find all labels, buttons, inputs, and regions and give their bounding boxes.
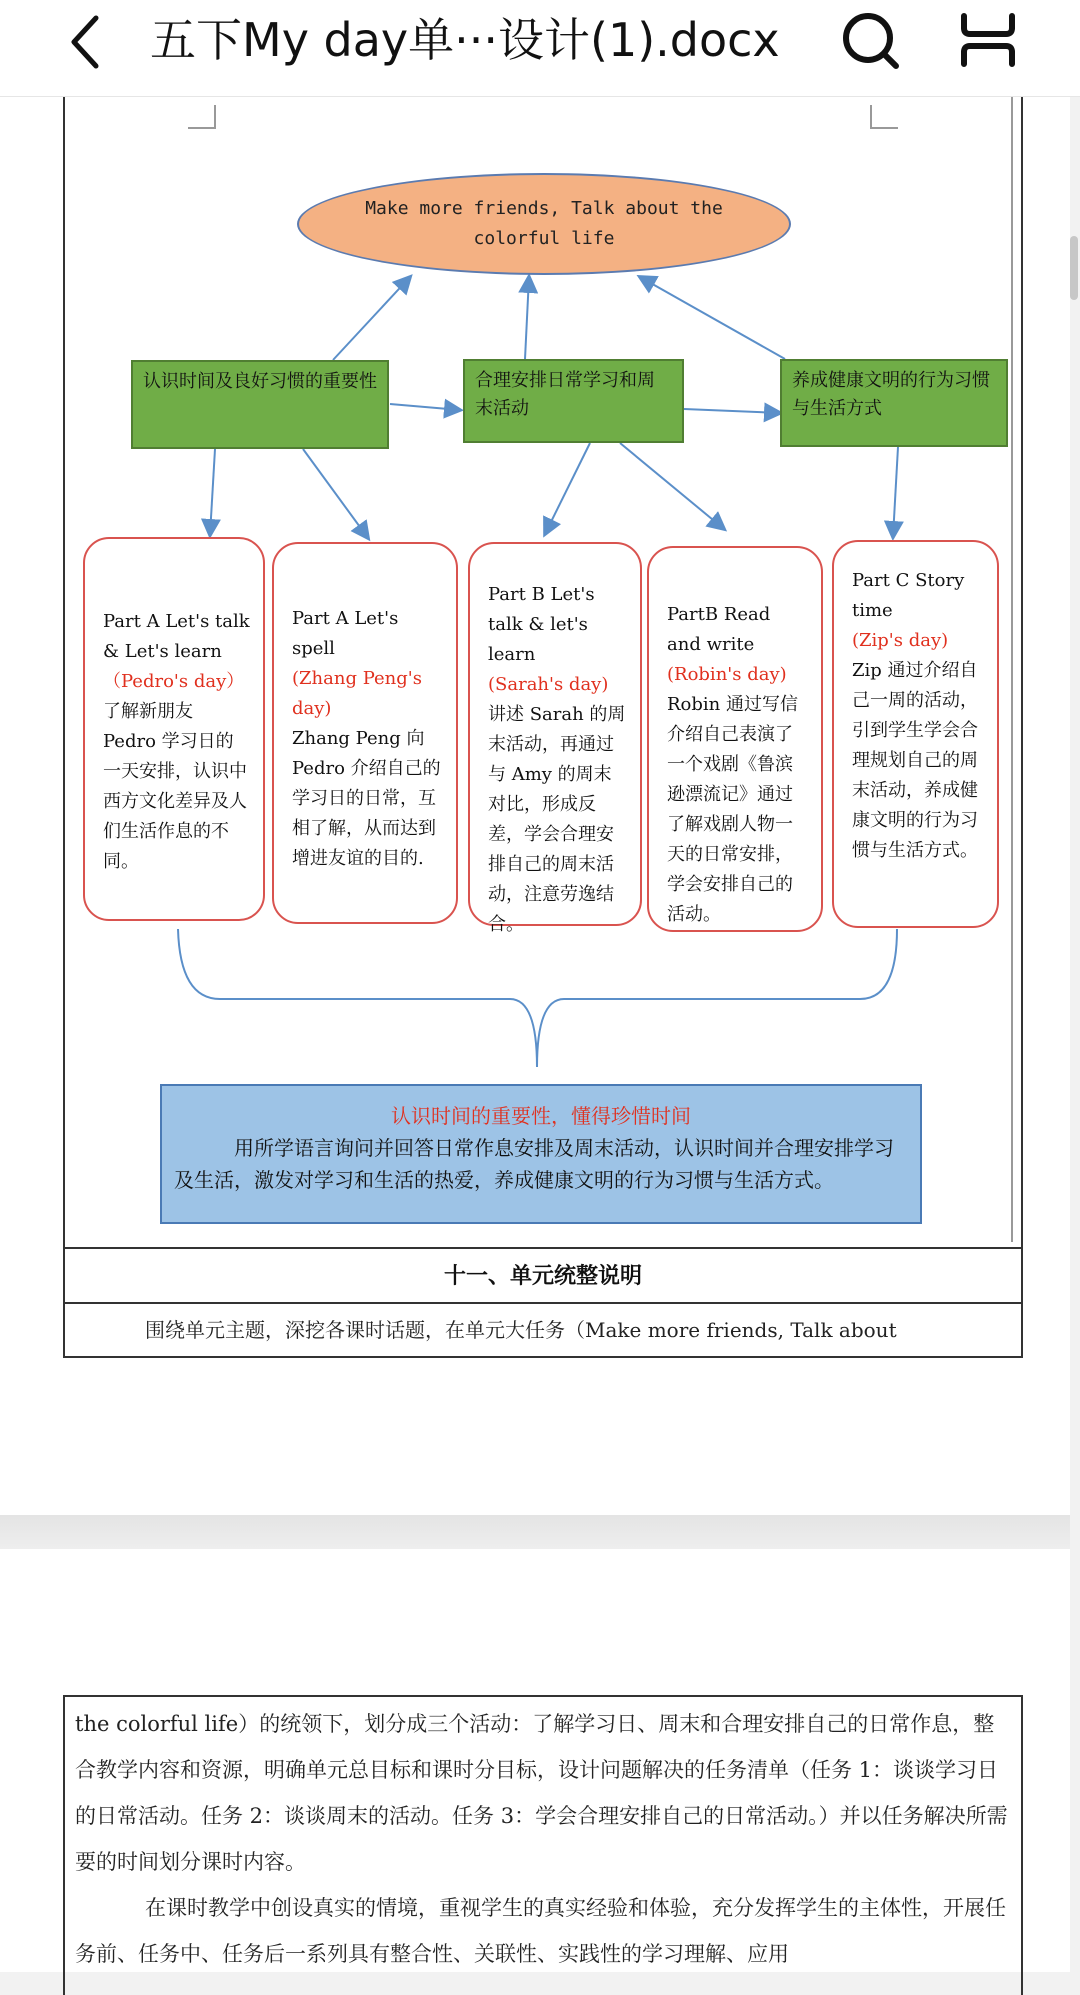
arrow (525, 277, 529, 359)
lesson-title: Part A Let's talk & Let's learn (103, 611, 250, 662)
table-divider (63, 1247, 1023, 1249)
arrow (333, 277, 410, 360)
theme-box (131, 360, 389, 449)
theme-text: 合理安排日常学习和周末活动 (475, 370, 655, 419)
paragraph: the colorful life）的统领下，划分成三个活动：了解学习日、周末和合理安排自己的日常作息，整合教学内容和资源，明确单元总目标和课时分目标，设计问题解决的任务清单（任务 1：谈谈学习日的日常活动。任务 2：谈谈周末的活动。任务 3：学会合理安排自己的日常活动。）并以任务解决所需要的时间划分课时内容。 (75, 1712, 1008, 1874)
lesson-title: Part C Story time (852, 570, 965, 621)
arrow (390, 404, 460, 410)
lesson-body: Zip 通过介绍自己一周的活动，引到学生学会合理规划自己的周末活动，养成健康文明的行为习惯与生活方式。 (852, 660, 978, 861)
lesson-box (83, 537, 265, 921)
top-bar (0, 0, 1080, 97)
theme-box (780, 359, 1008, 447)
brace (178, 929, 897, 1067)
arrow (893, 447, 898, 537)
lesson-subtitle: (Robin's day) (667, 664, 787, 685)
theme-text: 认识时间及良好习惯的重要性 (143, 371, 377, 392)
arrow (620, 443, 724, 529)
menu-button[interactable] (956, 4, 1020, 76)
section-intro-text: 围绕单元主题，深挖各课时话题，在单元大任务（Make more friends, Talk about (145, 1318, 897, 1342)
arrow (545, 443, 590, 534)
lesson-box (647, 546, 823, 932)
menu-icon (956, 4, 1020, 76)
lesson-box (272, 542, 458, 924)
unit-goal-ellipse (297, 173, 791, 275)
lesson-subtitle: (Zhang Peng's day) (292, 668, 422, 719)
summary-title: 认识时间的重要性，懂得珍惜时间 (391, 1104, 691, 1128)
arrow (640, 277, 785, 359)
lesson-title: Part A Let's spell (292, 608, 399, 659)
search-button[interactable] (836, 4, 906, 76)
paragraph: 在课时教学中创设真实的情境，重视学生的真实经验和体验，充分发挥学生的主体性，开展任务前、任务中、任务后一系列具有整合性、关联性、实践性的学习理解、应用 (75, 1896, 1006, 1966)
scrollbar-thumb[interactable] (1070, 236, 1078, 300)
section-heading: 十一、单元统整说明 (443, 1263, 642, 1289)
lesson-subtitle: （Pedro's day） (103, 671, 245, 692)
unit-goal-text: Make more friends, Talk about the colorful life (365, 198, 723, 249)
lesson-body: Zhang Peng 向 Pedro 介绍自己的学习日的日常，互相了解，从而达到增进友谊的目的. (292, 728, 441, 869)
lesson-body: Robin 通过写信介绍自己表演了一个戏剧《鲁滨逊漂流记》通过了解戏剧人物一天的日常安排，学会安排自己的活动。 (667, 694, 798, 925)
arrow (303, 449, 368, 538)
back-button[interactable] (58, 6, 118, 78)
document-page[interactable] (0, 1549, 1070, 1972)
summary-box (160, 1084, 922, 1224)
document-title: 五下My day单···设计(1).docx (150, 13, 780, 67)
lesson-box (832, 540, 999, 928)
lesson-title: PartB Read and write (667, 604, 771, 655)
page-separator (0, 1515, 1070, 1549)
lesson-subtitle: (Sarah's day) (488, 674, 609, 695)
body-text (75, 1701, 1015, 1977)
lesson-box (468, 542, 642, 935)
lesson-title: Part B Let's talk & let's learn (488, 584, 595, 665)
lesson-subtitle: (Zip's day) (852, 630, 949, 651)
lesson-body: 了解新朋友 Pedro 学习日的一天安排，认识中西方文化差异及人们生活作息的不同。 (103, 701, 247, 872)
chevron-left-icon (58, 6, 118, 78)
theme-text: 养成健康文明的行为习惯与生活方式 (792, 370, 990, 419)
summary-body: 用所学语言询问并回答日常作息安排及周末活动，认识时间并合理安排学习及生活，激发对学习和生活的热爱，养成健康文明的行为习惯与生活方式。 (174, 1136, 894, 1192)
lesson-body: 讲述 Sarah 的周末活动，再通过与 Amy 的周末对比，形成反差，学会合理安排自己的周末活动，注意劳逸结合。 (488, 704, 626, 935)
search-icon (836, 4, 906, 76)
theme-box (463, 359, 684, 443)
document-page[interactable] (0, 97, 1070, 1515)
arrow (684, 409, 780, 413)
arrow (210, 449, 215, 535)
